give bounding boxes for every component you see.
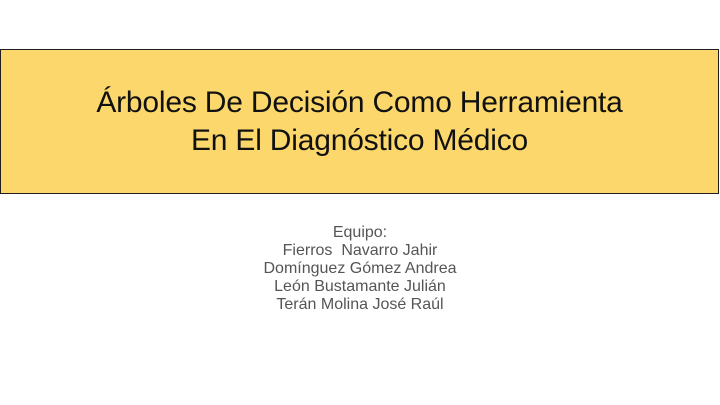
team-section	[0, 224, 720, 314]
team-member: Domínguez Gómez Andrea	[263, 260, 457, 277]
slide-title-line-1: Árboles De Decisión Como Herramienta	[96, 85, 623, 119]
team-label: Equipo:	[332, 224, 388, 241]
team-member: León Bustamante Julián	[274, 278, 446, 295]
team-member: Fierros Navarro Jahir	[282, 242, 438, 259]
team-member: Terán Molina José Raúl	[276, 296, 444, 313]
slide-title-line-2: En El Diagnóstico Médico	[190, 123, 529, 157]
title-box	[0, 49, 719, 194]
